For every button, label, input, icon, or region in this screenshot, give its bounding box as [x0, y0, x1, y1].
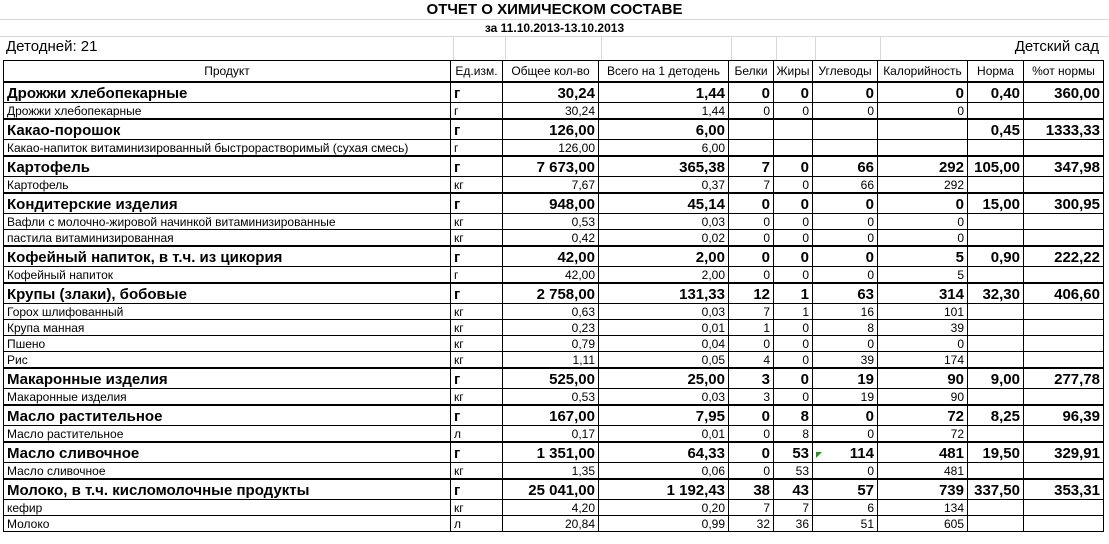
cell-total-qty: 25 041,00 — [503, 479, 599, 500]
item-row — [4, 516, 1104, 532]
item-row — [4, 140, 1104, 157]
column-header-total-qty: Общее кол-во — [503, 61, 599, 83]
cell-fats: 1 — [774, 283, 813, 304]
cell-total-qty: 20,84 — [503, 516, 599, 532]
cell-total-qty: 42,00 — [503, 246, 599, 267]
cell-carbs: 0 — [813, 336, 878, 352]
cell-norm: 0,45 — [968, 119, 1024, 140]
cell-total-qty: 126,00 — [503, 140, 599, 157]
cell-percent-norm: 96,39 — [1024, 405, 1104, 426]
report-title: ОТЧЕТ О ХИМИЧЕСКОМ СОСТАВЕ — [426, 1, 683, 18]
report-period: за 11.10.2013-13.10.2013 — [484, 21, 625, 35]
cell-per-child-day: 6,00 — [599, 119, 729, 140]
cell-proteins: 0 — [729, 267, 774, 284]
column-header-product: Продукт — [4, 61, 451, 83]
cell-per-child-day: 0,20 — [599, 500, 729, 516]
cell-norm — [968, 389, 1024, 406]
cell-unit: г — [451, 140, 503, 157]
column-header-norm: Норма — [968, 61, 1024, 83]
cell-carbs: 39 — [813, 352, 878, 369]
cell-carbs: 0 — [813, 246, 878, 267]
cell-calories: 72 — [878, 426, 968, 443]
cell-product: Какао-напиток витаминизированный быстрорастворимый (сухая смесь) — [4, 140, 451, 157]
cell-product: пастила витаминизированная — [4, 230, 451, 247]
cell-proteins: 0 — [729, 82, 774, 103]
cell-calories: 292 — [878, 177, 968, 194]
cell-product: Масло сливочное — [4, 463, 451, 480]
cell-percent-norm — [1024, 389, 1104, 406]
cell-norm — [968, 516, 1024, 532]
cell-product: Макаронные изделия — [4, 389, 451, 406]
cell-total-qty: 4,20 — [503, 500, 599, 516]
cell-carbs: 0 — [813, 426, 878, 443]
cell-calories: 5 — [878, 267, 968, 284]
cell-per-child-day: 6,00 — [599, 140, 729, 157]
cell-norm — [968, 140, 1024, 157]
cell-percent-norm — [1024, 267, 1104, 284]
item-row — [4, 426, 1104, 443]
cell-carbs: 6 — [813, 500, 878, 516]
cell-unit: г — [451, 119, 503, 140]
cell-product: Дрожжи хлебопекарные — [4, 103, 451, 120]
cell-norm: 8,25 — [968, 405, 1024, 426]
cell-proteins: 0 — [729, 336, 774, 352]
cell-unit: кг — [451, 336, 503, 352]
cell-unit: г — [451, 405, 503, 426]
cell-proteins: 12 — [729, 283, 774, 304]
cell-per-child-day: 1,44 — [599, 82, 729, 103]
cell-calories: 0 — [878, 230, 968, 247]
cell-carbs: 0 — [813, 463, 878, 480]
cell-per-child-day: 365,38 — [599, 156, 729, 177]
cell-fats: 0 — [774, 82, 813, 103]
cell-proteins — [729, 140, 774, 157]
cell-carbs: 63 — [813, 283, 878, 304]
cell-carbs: 19 — [813, 389, 878, 406]
item-row — [4, 214, 1104, 230]
group-row — [4, 283, 1104, 304]
cell-unit: л — [451, 426, 503, 443]
cell-norm: 337,50 — [968, 479, 1024, 500]
cell-proteins: 0 — [729, 405, 774, 426]
cell-percent-norm: 353,31 — [1024, 479, 1104, 500]
cell-carbs: 0 — [813, 103, 878, 120]
cell-total-qty: 126,00 — [503, 119, 599, 140]
cell-product: Кофейный напиток — [4, 267, 451, 284]
cell-fats: 0 — [774, 368, 813, 389]
cell-calories: 0 — [878, 336, 968, 352]
cell-total-qty: 7 673,00 — [503, 156, 599, 177]
cell-proteins: 0 — [729, 463, 774, 480]
cell-proteins: 7 — [729, 304, 774, 320]
cell-per-child-day: 0,03 — [599, 304, 729, 320]
cell-percent-norm — [1024, 140, 1104, 157]
cell-calories: 292 — [878, 156, 968, 177]
cell-product: Рис — [4, 352, 451, 369]
column-header-carbs: Углеводы — [813, 61, 878, 83]
cell-total-qty: 948,00 — [503, 193, 599, 214]
cell-product: Крупа манная — [4, 320, 451, 336]
cell-product: Горох шлифованный — [4, 304, 451, 320]
cell-calories: 0 — [878, 214, 968, 230]
cell-fats: 0 — [774, 336, 813, 352]
cell-carbs: 66 — [813, 177, 878, 194]
cell-percent-norm: 406,60 — [1024, 283, 1104, 304]
cell-unit: г — [451, 479, 503, 500]
cell-unit: кг — [451, 463, 503, 480]
cell-total-qty: 1,11 — [503, 352, 599, 369]
cell-carbs: 66 — [813, 156, 878, 177]
cell-calories: 39 — [878, 320, 968, 336]
cell-calories: 174 — [878, 352, 968, 369]
cell-total-qty: 1 351,00 — [503, 442, 599, 463]
cell-per-child-day: 0,05 — [599, 352, 729, 369]
cell-proteins: 1 — [729, 320, 774, 336]
cell-product: Масло сливочное — [4, 442, 451, 463]
cell-carbs: 57 — [813, 479, 878, 500]
cell-product: Картофель — [4, 156, 451, 177]
cell-per-child-day: 0,01 — [599, 320, 729, 336]
cell-total-qty: 1,35 — [503, 463, 599, 480]
cell-product: Какао-порошок — [4, 119, 451, 140]
cell-fats: 0 — [774, 177, 813, 194]
cell-norm — [968, 500, 1024, 516]
cell-calories: 314 — [878, 283, 968, 304]
cell-total-qty: 2 758,00 — [503, 283, 599, 304]
cell-proteins — [729, 119, 774, 140]
cell-per-child-day: 0,01 — [599, 426, 729, 443]
cell-unit: г — [451, 103, 503, 120]
cell-total-qty: 42,00 — [503, 267, 599, 284]
item-row — [4, 267, 1104, 284]
cell-total-qty: 525,00 — [503, 368, 599, 389]
cell-unit: г — [451, 368, 503, 389]
item-row — [4, 320, 1104, 336]
cell-per-child-day: 1 192,43 — [599, 479, 729, 500]
cell-calories: 90 — [878, 368, 968, 389]
cell-per-child-day: 25,00 — [599, 368, 729, 389]
cell-percent-norm — [1024, 426, 1104, 443]
column-header-proteins: Белки — [729, 61, 774, 83]
cell-norm — [968, 352, 1024, 369]
cell-unit: кг — [451, 500, 503, 516]
cell-fats: 53 — [774, 463, 813, 480]
cell-product: кефир — [4, 500, 451, 516]
column-header-per-child-day: Всего на 1 детодень — [599, 61, 729, 83]
cell-per-child-day: 7,95 — [599, 405, 729, 426]
cell-fats: 1 — [774, 304, 813, 320]
cell-fats: 0 — [774, 320, 813, 336]
group-row — [4, 368, 1104, 389]
cell-total-qty: 0,23 — [503, 320, 599, 336]
cell-proteins: 32 — [729, 516, 774, 532]
cell-proteins: 7 — [729, 156, 774, 177]
cell-fats — [774, 119, 813, 140]
cell-per-child-day: 0,06 — [599, 463, 729, 480]
cell-proteins: 3 — [729, 389, 774, 406]
item-row — [4, 463, 1104, 480]
cell-percent-norm: 347,98 — [1024, 156, 1104, 177]
cell-calories: 101 — [878, 304, 968, 320]
cell-product: Кондитерские изделия — [4, 193, 451, 214]
cell-per-child-day: 64,33 — [599, 442, 729, 463]
cell-calories: 481 — [878, 463, 968, 480]
item-row — [4, 304, 1104, 320]
cell-total-qty: 30,24 — [503, 82, 599, 103]
cell-percent-norm — [1024, 304, 1104, 320]
cell-percent-norm — [1024, 177, 1104, 194]
cell-calories: 481 — [878, 442, 968, 463]
cell-percent-norm — [1024, 230, 1104, 247]
cell-unit: г — [451, 267, 503, 284]
cell-fats — [774, 140, 813, 157]
cell-norm — [968, 336, 1024, 352]
cell-per-child-day: 2,00 — [599, 267, 729, 284]
cell-calories: 605 — [878, 516, 968, 532]
cell-percent-norm: 277,78 — [1024, 368, 1104, 389]
cell-per-child-day: 45,14 — [599, 193, 729, 214]
item-row — [4, 336, 1104, 352]
group-row — [4, 405, 1104, 426]
cell-per-child-day: 1,44 — [599, 103, 729, 120]
cell-norm — [968, 304, 1024, 320]
cell-norm — [968, 267, 1024, 284]
cell-total-qty: 0,63 — [503, 304, 599, 320]
cell-norm: 9,00 — [968, 368, 1024, 389]
cell-unit: г — [451, 283, 503, 304]
cell-calories — [878, 119, 968, 140]
cell-unit: кг — [451, 214, 503, 230]
cell-fats: 0 — [774, 103, 813, 120]
cell-percent-norm: 360,00 — [1024, 82, 1104, 103]
cell-proteins: 7 — [729, 177, 774, 194]
cell-percent-norm — [1024, 214, 1104, 230]
group-row — [4, 156, 1104, 177]
cell-norm — [968, 177, 1024, 194]
cell-fats: 8 — [774, 426, 813, 443]
cell-fats: 0 — [774, 230, 813, 247]
group-row — [4, 442, 1104, 463]
cell-fats: 53 — [774, 442, 813, 463]
cell-percent-norm: 1333,33 — [1024, 119, 1104, 140]
item-row — [4, 389, 1104, 406]
cell-carbs — [813, 140, 878, 157]
cell-percent-norm: 300,95 — [1024, 193, 1104, 214]
cell-fats: 0 — [774, 267, 813, 284]
cell-proteins: 0 — [729, 442, 774, 463]
cell-comment-marker — [816, 452, 822, 458]
cell-unit: кг — [451, 320, 503, 336]
cell-product: Крупы (злаки), бобовые — [4, 283, 451, 304]
cell-percent-norm — [1024, 516, 1104, 532]
cell-per-child-day: 2,00 — [599, 246, 729, 267]
cell-per-child-day: 0,99 — [599, 516, 729, 532]
cell-carbs: 0 — [813, 193, 878, 214]
cell-norm: 15,00 — [968, 193, 1024, 214]
cell-percent-norm — [1024, 352, 1104, 369]
cell-total-qty: 30,24 — [503, 103, 599, 120]
cell-carbs: 19 — [813, 368, 878, 389]
cell-calories: 5 — [878, 246, 968, 267]
cell-norm — [968, 230, 1024, 247]
cell-proteins: 0 — [729, 193, 774, 214]
column-header-calories: Калорийность — [878, 61, 968, 83]
cell-per-child-day: 0,03 — [599, 389, 729, 406]
cell-percent-norm: 329,91 — [1024, 442, 1104, 463]
cell-fats: 0 — [774, 389, 813, 406]
cell-calories: 72 — [878, 405, 968, 426]
group-row — [4, 246, 1104, 267]
child-days: Детодней: 21 — [6, 38, 98, 55]
cell-carbs: 0 — [813, 267, 878, 284]
cell-proteins: 7 — [729, 500, 774, 516]
cell-fats: 36 — [774, 516, 813, 532]
cell-total-qty: 0,53 — [503, 214, 599, 230]
cell-product: Молоко — [4, 516, 451, 532]
cell-calories: 739 — [878, 479, 968, 500]
cell-total-qty: 0,53 — [503, 389, 599, 406]
cell-unit: л — [451, 516, 503, 532]
cell-proteins: 0 — [729, 246, 774, 267]
cell-proteins: 0 — [729, 103, 774, 120]
cell-percent-norm — [1024, 320, 1104, 336]
cell-calories: 0 — [878, 103, 968, 120]
cell-product: Макаронные изделия — [4, 368, 451, 389]
cell-fats: 0 — [774, 156, 813, 177]
item-row — [4, 500, 1104, 516]
cell-calories: 0 — [878, 82, 968, 103]
group-row — [4, 479, 1104, 500]
cell-per-child-day: 0,04 — [599, 336, 729, 352]
cell-product: Масло растительное — [4, 426, 451, 443]
cell-carbs: 0 — [813, 230, 878, 247]
cell-carbs: 8 — [813, 320, 878, 336]
cell-calories: 0 — [878, 193, 968, 214]
cell-total-qty: 167,00 — [503, 405, 599, 426]
cell-carbs: 16 — [813, 304, 878, 320]
cell-proteins: 4 — [729, 352, 774, 369]
cell-per-child-day: 0,03 — [599, 214, 729, 230]
column-header-unit: Ед.изм. — [451, 61, 503, 83]
cell-norm — [968, 463, 1024, 480]
cell-norm — [968, 426, 1024, 443]
cell-norm — [968, 320, 1024, 336]
cell-per-child-day: 0,02 — [599, 230, 729, 247]
cell-fats: 43 — [774, 479, 813, 500]
cell-proteins: 0 — [729, 230, 774, 247]
column-header-fats: Жиры — [774, 61, 813, 83]
cell-norm: 19,50 — [968, 442, 1024, 463]
cell-carbs: 51 — [813, 516, 878, 532]
cell-fats: 0 — [774, 246, 813, 267]
cell-unit: кг — [451, 177, 503, 194]
cell-total-qty: 0,79 — [503, 336, 599, 352]
item-row — [4, 352, 1104, 369]
cell-unit: кг — [451, 352, 503, 369]
cell-total-qty: 7,67 — [503, 177, 599, 194]
cell-percent-norm — [1024, 336, 1104, 352]
cell-total-qty: 0,42 — [503, 230, 599, 247]
cell-unit: г — [451, 82, 503, 103]
cell-fats: 0 — [774, 214, 813, 230]
cell-unit: г — [451, 442, 503, 463]
cell-product: Масло растительное — [4, 405, 451, 426]
cell-calories — [878, 140, 968, 157]
chemical-composition-table — [3, 60, 1104, 532]
cell-product: Дрожжи хлебопекарные — [4, 82, 451, 103]
cell-product: Кофейный напиток, в т.ч. из цикория — [4, 246, 451, 267]
cell-product: Вафли с молочно-жировой начинкой витаминизированные — [4, 214, 451, 230]
item-row — [4, 230, 1104, 247]
cell-total-qty: 0,17 — [503, 426, 599, 443]
cell-unit: кг — [451, 389, 503, 406]
item-row — [4, 103, 1104, 120]
group-row — [4, 82, 1104, 103]
organization: Детский сад — [1014, 38, 1099, 55]
cell-percent-norm — [1024, 463, 1104, 480]
cell-norm — [968, 103, 1024, 120]
cell-unit: кг — [451, 304, 503, 320]
cell-unit: кг — [451, 230, 503, 247]
cell-proteins: 0 — [729, 214, 774, 230]
cell-proteins: 38 — [729, 479, 774, 500]
cell-unit: г — [451, 193, 503, 214]
cell-norm: 32,30 — [968, 283, 1024, 304]
cell-calories: 134 — [878, 500, 968, 516]
cell-product: Молоко, в т.ч. кисломолочные продукты — [4, 479, 451, 500]
table-header-row — [4, 61, 1104, 83]
column-header-percent-norm: %от нормы — [1024, 61, 1104, 83]
item-row — [4, 177, 1104, 194]
cell-per-child-day: 0,37 — [599, 177, 729, 194]
cell-norm — [968, 214, 1024, 230]
cell-proteins: 0 — [729, 426, 774, 443]
group-row — [4, 119, 1104, 140]
cell-norm: 0,40 — [968, 82, 1024, 103]
cell-fats: 0 — [774, 193, 813, 214]
cell-product: Пшено — [4, 336, 451, 352]
cell-unit: г — [451, 156, 503, 177]
cell-carbs: 0 — [813, 214, 878, 230]
cell-carbs: 114 — [813, 442, 878, 463]
cell-proteins: 3 — [729, 368, 774, 389]
cell-norm: 105,00 — [968, 156, 1024, 177]
cell-fats: 8 — [774, 405, 813, 426]
cell-norm: 0,90 — [968, 246, 1024, 267]
cell-per-child-day: 131,33 — [599, 283, 729, 304]
cell-calories: 90 — [878, 389, 968, 406]
cell-carbs: 0 — [813, 405, 878, 426]
group-row — [4, 193, 1104, 214]
cell-unit: г — [451, 246, 503, 267]
cell-percent-norm — [1024, 103, 1104, 120]
cell-product: Картофель — [4, 177, 451, 194]
cell-carbs: 0 — [813, 82, 878, 103]
cell-fats: 7 — [774, 500, 813, 516]
cell-percent-norm — [1024, 500, 1104, 516]
cell-percent-norm: 222,22 — [1024, 246, 1104, 267]
cell-carbs — [813, 119, 878, 140]
cell-fats: 0 — [774, 352, 813, 369]
